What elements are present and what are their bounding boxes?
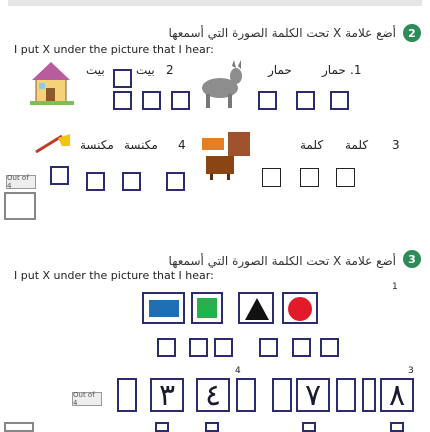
q3-answer-box[interactable]: [259, 338, 278, 357]
bottom-partial-row: [0, 422, 430, 430]
q2-item4-word-a: مكنسة: [80, 138, 114, 152]
q3-answer-box[interactable]: [292, 338, 311, 357]
q2-item3-word-a: كلمة: [300, 138, 324, 152]
q2-item1-word-a: حمار: [268, 63, 292, 77]
top-bar: [8, 0, 422, 6]
q3-answer-box[interactable]: [390, 422, 404, 432]
q2-answer-box[interactable]: [86, 172, 105, 191]
q3-item-number: 1: [392, 282, 398, 292]
q3-answer-box[interactable]: [189, 338, 208, 357]
q2-answer-box[interactable]: [166, 172, 185, 191]
question-number-text: 3: [408, 252, 416, 266]
q2-answer-box[interactable]: [336, 168, 355, 187]
q3-score-box[interactable]: [4, 422, 34, 432]
q3-answer-box[interactable]: [117, 378, 137, 412]
q2-answer-box[interactable]: [113, 91, 132, 110]
digit-four: ٤: [204, 377, 222, 413]
q3-score-label: Out of 4: [72, 392, 102, 406]
digit-seven: ٧: [304, 377, 322, 413]
q3-answer-box[interactable]: [320, 338, 339, 357]
furniture-picture: [198, 128, 254, 180]
question-number-text: 2: [408, 26, 416, 40]
q2-instruction-arabic: أضع علامة X تحت الكلمة الصورة التي أسمعها: [168, 26, 396, 40]
q3-instruction-english: I put X under the picture that I hear:: [14, 269, 214, 282]
digit-frame: [196, 378, 230, 412]
q2-score-box[interactable]: [4, 192, 36, 220]
q2-answer-box[interactable]: [171, 91, 190, 110]
digit-eight: ٨: [388, 377, 406, 413]
q3-instruction-arabic: أضع علامة X تحت الكلمة الصورة التي أسمعها: [168, 254, 396, 268]
q2-answer-box[interactable]: [258, 91, 277, 110]
q2-item1-word-b: حمار: [322, 63, 346, 77]
q3-answer-box[interactable]: [155, 422, 169, 432]
q2-item1-number: 1.: [350, 63, 362, 77]
q2-answer-box[interactable]: [122, 172, 141, 191]
q2-answer-box[interactable]: [262, 168, 281, 187]
q2-answer-box[interactable]: [50, 166, 69, 185]
black-triangle-shape: [244, 297, 270, 321]
digit-frame: [296, 378, 330, 412]
q3-answer-box[interactable]: [362, 378, 376, 412]
q3-item-number: 3: [408, 366, 414, 376]
q3-picture-frame: [191, 292, 223, 324]
house-picture: [30, 58, 74, 106]
q3-answer-box[interactable]: [157, 338, 176, 357]
q3-answer-box[interactable]: [205, 422, 219, 432]
q2-item3-number: 3: [392, 138, 400, 152]
q3-picture-frame: [282, 292, 318, 324]
q2-score-label: Out of 4: [6, 175, 36, 189]
q2-answer-box[interactable]: [113, 69, 132, 88]
blue-rectangle-shape: [149, 300, 179, 317]
digit-three: ٣: [158, 377, 176, 413]
q3-answer-box[interactable]: [302, 422, 316, 432]
q2-answer-box[interactable]: [142, 91, 161, 110]
digit-frame: [380, 378, 414, 412]
green-square-shape: [197, 298, 217, 318]
q2-item2-number: 2: [166, 63, 174, 77]
q2-instruction-english: I put X under the picture that I hear:: [14, 43, 214, 56]
question-2-number: [403, 24, 421, 42]
q2-item2-word-a: بيت: [86, 63, 105, 77]
q3-answer-box[interactable]: [236, 378, 256, 412]
broom-picture: [32, 132, 72, 156]
q3-item-number: 4: [235, 366, 241, 376]
q2-item4-number: 4: [178, 138, 186, 152]
q3-answer-box[interactable]: [272, 378, 292, 412]
digit-frame: [150, 378, 184, 412]
q3-answer-box[interactable]: [214, 338, 233, 357]
q2-item3-word-b: كلمة: [345, 138, 369, 152]
red-circle-shape: [288, 297, 312, 321]
question-3-number: [403, 250, 421, 268]
q3-picture-frame: [142, 292, 185, 324]
q2-answer-box[interactable]: [300, 168, 319, 187]
donkey-picture: [194, 60, 246, 110]
q3-answer-box[interactable]: [336, 378, 356, 412]
q3-picture-frame: [238, 292, 274, 324]
q2-answer-box[interactable]: [296, 91, 315, 110]
q2-item4-word-b: مكنسة: [124, 138, 158, 152]
q2-answer-box[interactable]: [330, 91, 349, 110]
q2-item2-word-b: بيت: [136, 63, 155, 77]
